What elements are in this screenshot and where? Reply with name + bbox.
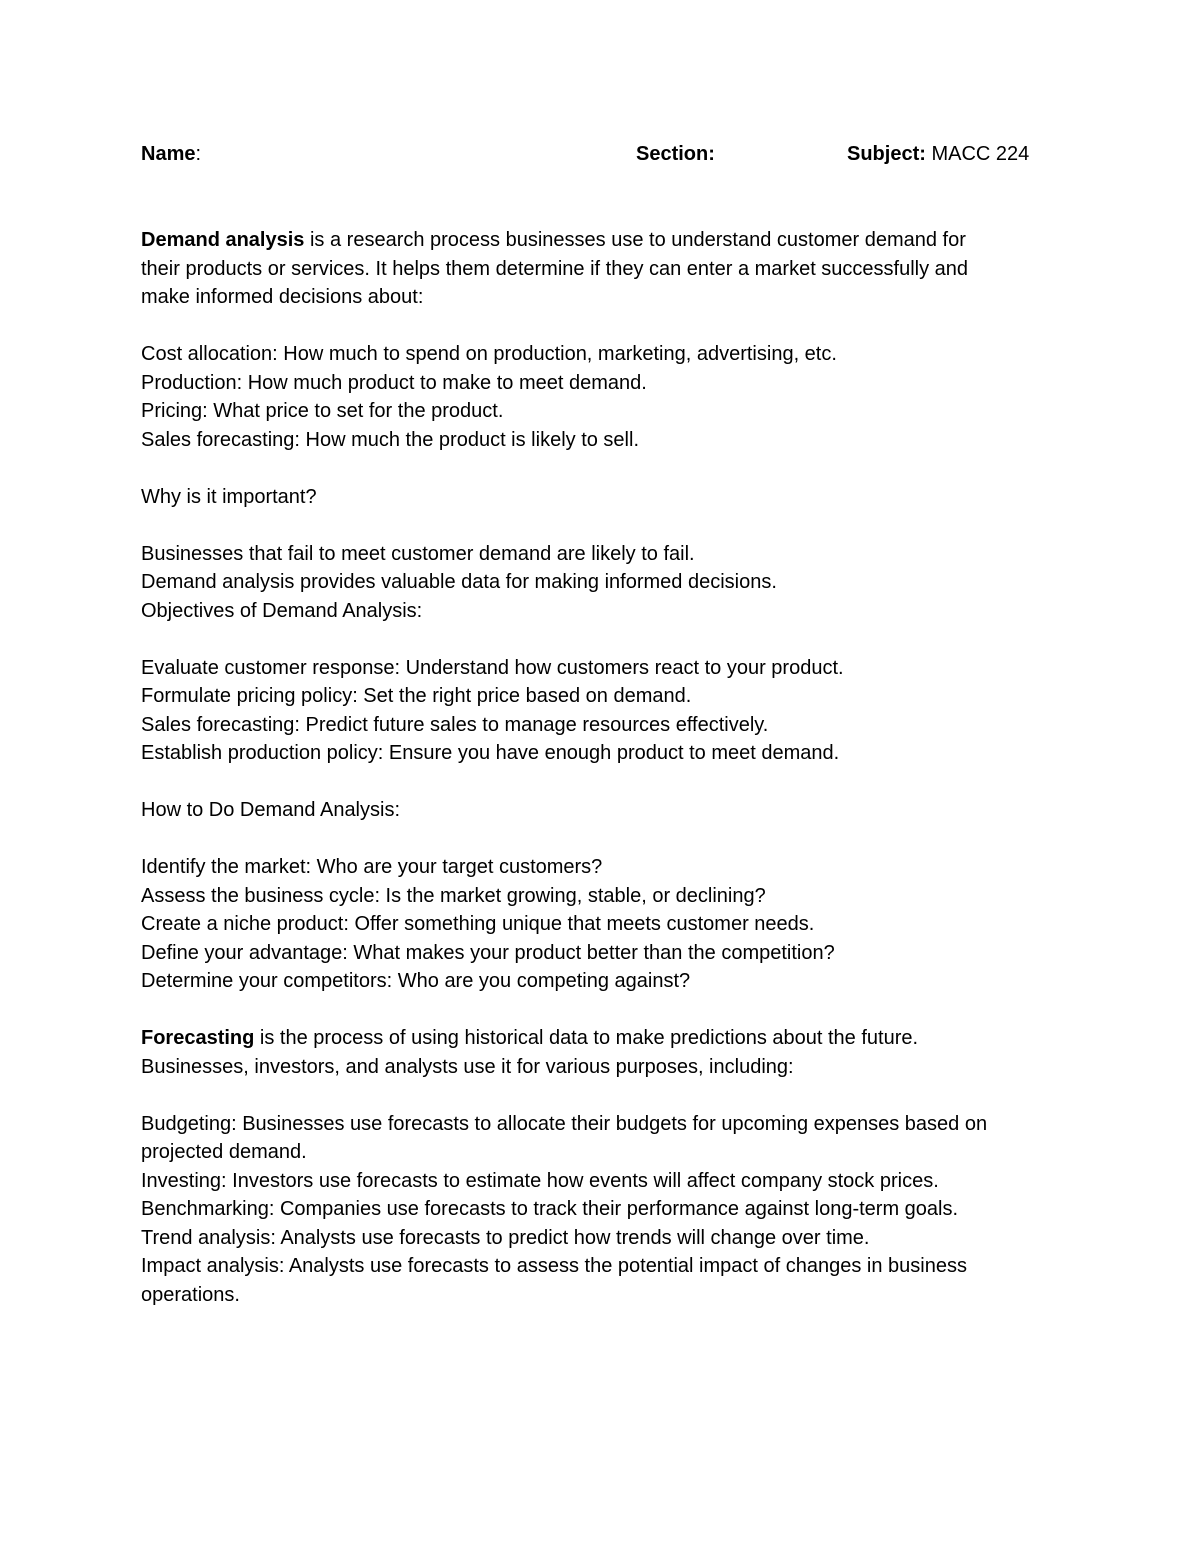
list-item: Budgeting: Businesses use forecasts to allocate their budgets for upcoming expenses based on [141, 1112, 988, 1135]
spacer [141, 768, 1071, 797]
list-item: Investing: Investors use forecasts to estimate how events will affect company stock prices. [141, 1169, 939, 1192]
demand-intro-line-1 [141, 226, 1071, 255]
objectives-heading: Objectives of Demand Analysis: [141, 599, 423, 622]
section-label: Section: [636, 143, 715, 165]
name-field [141, 138, 201, 170]
spacer [141, 825, 1071, 854]
spacer [141, 1081, 1071, 1110]
demand-analysis-term: Demand analysis [141, 229, 305, 251]
spacer [141, 454, 1071, 483]
forecasting-intro-line-1 [141, 1024, 1071, 1053]
spacer [141, 996, 1071, 1025]
list-item-continued: operations. [141, 1283, 240, 1306]
list-item: Cost allocation: How much to spend on production, marketing, advertising, etc. [141, 343, 837, 365]
demand-intro-text-1: is a research process businesses use to understand customer demand for [304, 229, 966, 251]
list-item: Establish production policy: Ensure you have enough product to meet demand. [141, 742, 840, 764]
demand-intro-line-3: make informed decisions about: [141, 286, 424, 308]
list-item: Identify the market: Who are your target customers? [141, 856, 603, 878]
demand-intro-line-2: their products or services. It helps them determine if they can enter a market successfully and [141, 257, 969, 280]
name-colon: : [195, 143, 202, 165]
list-item: Sales forecasting: Predict future sales to manage resources effectively. [141, 713, 769, 736]
list-item-continued: projected demand. [141, 1141, 307, 1163]
spacer [141, 625, 1071, 654]
spacer [141, 511, 1071, 540]
list-item: Production: How much product to make to meet demand. [141, 371, 647, 394]
list-item: Benchmarking: Companies use forecasts to track their performance against long-term goals. [141, 1198, 959, 1220]
spacer [141, 312, 1071, 341]
list-item: Evaluate customer response: Understand how customers react to your product. [141, 656, 844, 679]
list-item: Formulate pricing policy: Set the right price based on demand. [141, 685, 692, 707]
document-body [141, 226, 1071, 1309]
list-item: Define your advantage: What makes your product better than the competition? [141, 941, 835, 964]
list-item: Create a niche product: Offer something unique that meets customer needs. [141, 913, 815, 935]
section-field [636, 138, 715, 170]
subject-label: Subject: [847, 143, 926, 165]
name-label: Name [141, 143, 196, 165]
list-item: Determine your competitors: Who are you competing against? [141, 970, 691, 992]
list-item: Pricing: What price to set for the product. [141, 400, 504, 422]
forecasting-term: Forecasting [141, 1027, 255, 1049]
why-heading: Why is it important? [141, 485, 317, 508]
list-item: Sales forecasting: How much the product is likely to sell. [141, 428, 639, 451]
list-item: Assess the business cycle: Is the market growing, stable, or declining? [141, 884, 766, 907]
list-item: Impact analysis: Analysts use forecasts to assess the potential impact of changes in business [141, 1255, 967, 1277]
forecasting-intro-text-1: is the process of using historical data to make predictions about the future. [254, 1027, 919, 1049]
forecasting-intro-line-2: Businesses, investors, and analysts use it for various purposes, including: [141, 1055, 794, 1078]
list-item: Demand analysis provides valuable data for making informed decisions. [141, 571, 777, 593]
document-header [141, 138, 1061, 170]
list-item: Businesses that fail to meet customer demand are likely to fail. [141, 542, 695, 565]
subject-field [847, 138, 1029, 170]
subject-value: MACC 224 [931, 143, 1030, 165]
howto-heading: How to Do Demand Analysis: [141, 799, 401, 821]
list-item: Trend analysis: Analysts use forecasts to predict how trends will change over time. [141, 1226, 870, 1249]
